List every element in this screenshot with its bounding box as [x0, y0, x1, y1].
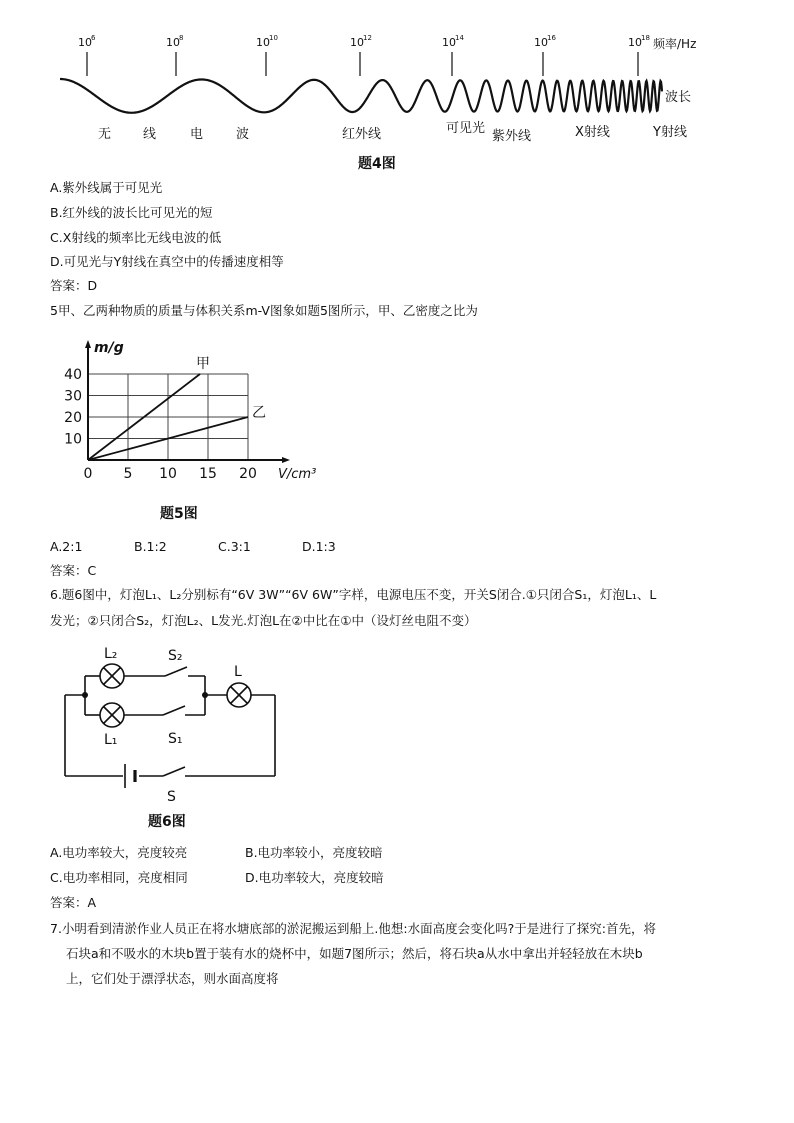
q4-option-a: A.紫外线属于可见光 [50, 180, 163, 195]
q5-option-c: C.3:1 [218, 539, 251, 554]
svg-text:10: 10 [78, 36, 92, 49]
svg-text:线: 线 [143, 127, 157, 142]
q7-line1: 7.小明看到清淤作业人员正在将水塘底部的淤泥搬运到船上.他想:水面高度会变化吗?于是进行了探究:首先，将 [50, 921, 656, 936]
mass-volume-chart [55, 335, 345, 530]
figure-5-caption: 题5图 [160, 506, 198, 522]
q6-stem-line2: 发光；②只闭合S₂，灯泡L₂、L发光.灯泡L在②中比在①中（设灯丝电阻不变） [50, 613, 477, 628]
y-tick-label: 10 [64, 431, 82, 448]
chart-series [88, 356, 266, 460]
y-tick-label: 20 [64, 410, 82, 426]
q5-answer: 答案：C [50, 563, 97, 578]
q4-option-c: C.X射线的频率比无线电波的低 [50, 230, 222, 245]
chart-tick-labels [64, 367, 257, 482]
q5-option-a: A.2:1 [50, 539, 83, 554]
switch-s-label: S [167, 789, 176, 805]
q5-option-b: B.1:2 [134, 539, 167, 554]
switch-s1-label: S₁ [168, 731, 183, 747]
figure-4-caption: 题4图 [358, 156, 396, 172]
y-tick-label: 30 [64, 388, 82, 405]
x-axis-label: V/cm³ [278, 467, 317, 482]
q5-option-d: D.1:3 [302, 539, 336, 554]
q7-line2: 石块a和不吸水的木块b置于装有水的烧杯中，如题7图所示；然后，将石块a从水中拿出并轻轻放在木块b [66, 946, 643, 961]
freq-tick-1e10 [256, 34, 278, 76]
q6-option-b: B.电功率较小，亮度较暗 [245, 845, 383, 860]
spectrum-figure [50, 28, 730, 178]
x-tick-label: 0 [83, 466, 93, 482]
q6-option-d: D.电功率较大，亮度较暗 [245, 870, 384, 885]
svg-text:12: 12 [363, 34, 372, 42]
svg-text:10: 10 [256, 36, 270, 49]
q7-line3: 上，它们处于漂浮状态，则水面高度将 [66, 971, 279, 986]
band-radio-label [98, 126, 249, 142]
x-tick-label: 15 [199, 466, 217, 482]
svg-text:18: 18 [641, 34, 650, 42]
q6-answer: 答案：A [50, 895, 97, 910]
freq-unit-label: 频率/Hz [653, 37, 697, 51]
switch-s2-label: S₂ [168, 648, 183, 664]
freq-tick-1e6 [78, 34, 96, 76]
q4-option-d: D.可见光与Y射线在真空中的传播速度相等 [50, 254, 284, 269]
svg-text:10: 10 [534, 36, 548, 49]
lamp-l-label: L [234, 664, 242, 680]
svg-text:电: 电 [190, 127, 204, 142]
q4-option-b: B.红外线的波长比可见光的短 [50, 205, 213, 220]
svg-text:波: 波 [236, 127, 250, 142]
svg-text:10: 10 [442, 36, 456, 49]
x-axis-arrow [282, 457, 290, 463]
x-tick-label: 20 [239, 466, 257, 482]
svg-text:8: 8 [179, 34, 184, 42]
q6-option-c: C.电功率相同，亮度相同 [50, 870, 188, 885]
freq-tick-group [78, 34, 650, 76]
freq-tick-1e8 [166, 34, 183, 76]
band-infrared-label: 红外线 [342, 127, 382, 142]
svg-text:6: 6 [91, 34, 96, 42]
chart-grid [88, 374, 248, 460]
y-axis-label: m/g [94, 340, 124, 356]
lamp-l-icon [227, 683, 251, 707]
lamp-l1-label: L₁ [104, 732, 118, 748]
figure-6-caption: 题6图 [148, 814, 186, 830]
svg-text:10: 10 [269, 34, 278, 42]
q4-answer: 答案：D [50, 278, 98, 293]
y-tick-label: 40 [64, 367, 82, 383]
x-tick-label: 5 [123, 466, 133, 482]
band-ultraviolet-label: 紫外线 [492, 129, 532, 144]
svg-text:10: 10 [166, 36, 180, 49]
series-label-1: 甲 [196, 356, 210, 372]
x-tick-label: 10 [159, 466, 177, 482]
battery-icon [125, 764, 135, 788]
svg-text:10: 10 [628, 36, 642, 49]
svg-text:无: 无 [98, 127, 112, 142]
q6-option-a: A.电功率较大，亮度较亮 [50, 845, 188, 860]
band-xray-label: X射线 [575, 125, 610, 140]
freq-tick-1e18 [628, 34, 650, 76]
svg-text:14: 14 [455, 34, 464, 42]
wave-length-label: 波长 [665, 90, 692, 105]
svg-text:16: 16 [547, 34, 556, 42]
junction-dots [82, 692, 208, 698]
q6-stem-line1: 6.题6图中，灯泡L₁、L₂分别标有“6V 3W”“6V 6W”字样，电源电压不变，开关S闭合.①只闭合S₁，灯泡L₁、L [50, 587, 657, 602]
band-gamma-label: Y射线 [653, 125, 687, 140]
wave-curve [60, 79, 662, 113]
lamp-l2-icon [100, 664, 124, 688]
series-label-2: 乙 [252, 405, 266, 421]
lamp-l1-icon [100, 703, 124, 727]
circuit-diagram [55, 640, 295, 840]
freq-tick-1e12 [350, 34, 372, 76]
lamp-l2-label: L₂ [104, 646, 118, 662]
svg-text:10: 10 [350, 36, 364, 49]
freq-tick-1e16 [534, 34, 556, 76]
y-axis-arrow [85, 340, 91, 348]
q5-stem: 5甲、乙两种物质的质量与体积关系m-V图象如题5图所示，甲、乙密度之比为 [50, 303, 478, 318]
freq-tick-1e14 [442, 34, 464, 76]
band-visible-label: 可见光 [446, 121, 486, 136]
